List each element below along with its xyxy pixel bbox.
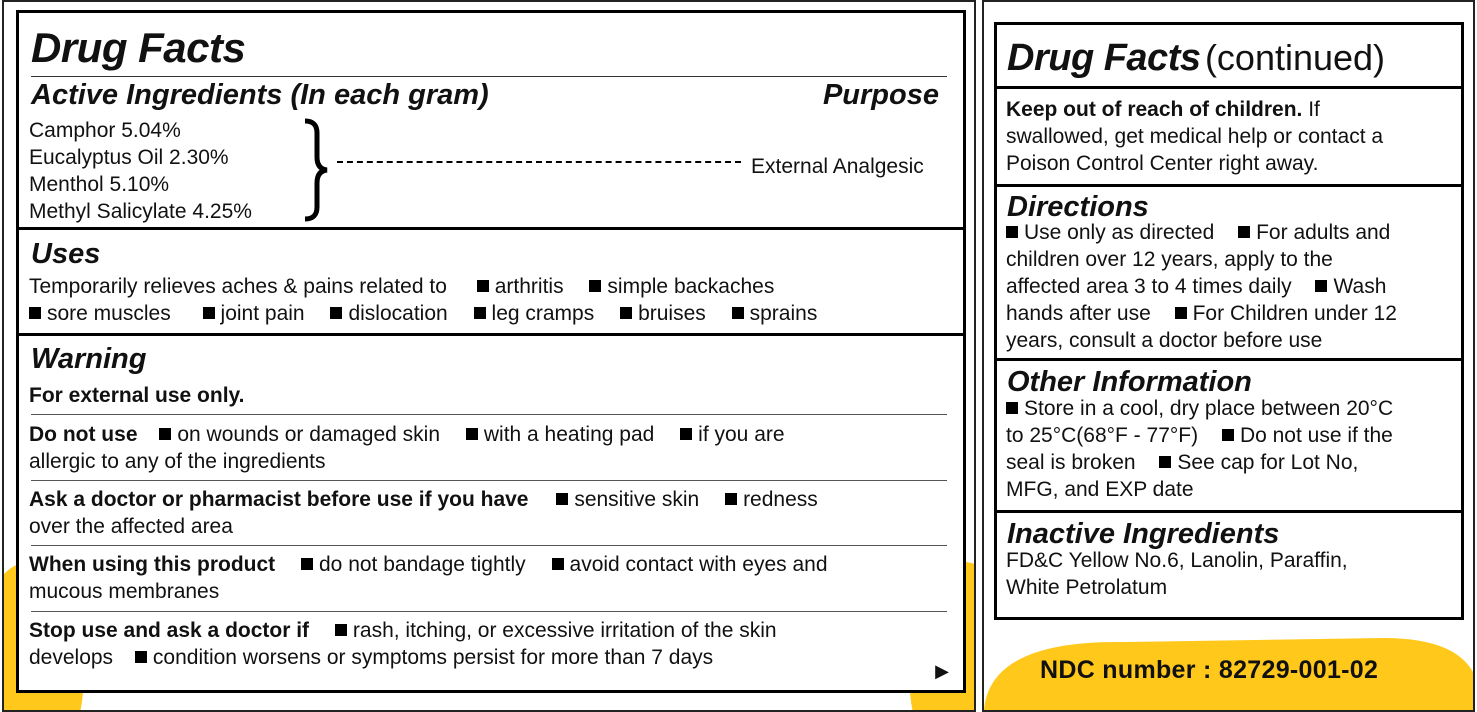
active-ingredients-section <box>19 13 963 230</box>
other-item: Do not use if the <box>1239 424 1393 447</box>
uses-intro: Temporarily relieves aches & pains related to <box>29 275 447 298</box>
active-ingredients-heading: Active Ingredients (In each gram) <box>31 79 489 111</box>
directions-item: Wash <box>1333 275 1387 298</box>
stop-use-line <box>29 617 777 644</box>
drug-facts-box <box>16 10 966 693</box>
ask-doctor-continuation: over the affected area <box>29 515 233 538</box>
when-using-label: When using this product <box>29 553 276 576</box>
right-label-panel <box>982 0 1475 712</box>
ask-doctor-label: Ask a doctor or pharmacist before use if you have <box>29 488 529 511</box>
bullet-square-icon <box>330 307 342 319</box>
uses-item: sprains <box>749 302 818 325</box>
keep-out-bold: Keep out of reach of children. <box>1006 98 1303 121</box>
directions-line: children over 12 years, apply to the <box>1006 248 1333 271</box>
ingredient-item: Methyl Salicylate 4.25% <box>29 200 252 223</box>
stop-use-label: Stop use and ask a doctor if <box>29 619 310 642</box>
do-not-use-line <box>29 421 785 448</box>
warning-section <box>19 336 963 690</box>
continued-title-suffix: (continued) <box>1204 37 1386 78</box>
divider <box>31 545 947 546</box>
do-not-use-continuation: allergic to any of the ingredients <box>29 450 326 473</box>
bullet-square-icon <box>1159 456 1171 468</box>
warning-item: on wounds or damaged skin <box>177 423 441 446</box>
other-item: to 25°C(68°F - 77°F) <box>1006 424 1199 447</box>
bullet-square-icon <box>203 307 215 319</box>
ndc-banner <box>984 632 1473 710</box>
bullet-square-icon <box>1315 280 1327 292</box>
inactive-line: White Petrolatum <box>1006 576 1168 599</box>
directions-item: For adults and <box>1256 221 1391 244</box>
bullet-square-icon <box>556 493 568 505</box>
inactive-ingredients-heading: Inactive Ingredients <box>1007 518 1280 550</box>
uses-section <box>19 230 963 336</box>
warning-item: if you are <box>698 423 785 446</box>
divider <box>31 611 947 612</box>
other-information-section <box>997 361 1461 513</box>
do-not-use-label: Do not use <box>29 423 138 446</box>
warning-item: avoid contact with eyes and <box>569 553 828 576</box>
bullet-square-icon <box>159 428 171 440</box>
bullet-square-icon <box>680 428 692 440</box>
ndc-number: NDC number : 82729-001-02 <box>1040 656 1379 684</box>
divider <box>31 76 947 77</box>
continued-title-section <box>997 25 1461 89</box>
ingredient-item: Eucalyptus Oil 2.30% <box>29 146 229 169</box>
other-line <box>1006 422 1393 449</box>
bullet-square-icon <box>552 558 564 570</box>
bullet-square-icon <box>474 307 486 319</box>
warning-item: with a heating pad <box>483 423 655 446</box>
other-line <box>1006 395 1393 422</box>
warning-item: rash, itching, or excessive irritation of the skin <box>352 619 777 642</box>
bullet-square-icon <box>589 280 601 292</box>
uses-item: arthritis <box>494 275 564 298</box>
warning-item: do not bandage tightly <box>319 553 526 576</box>
bullet-square-icon <box>1222 429 1234 441</box>
uses-item: sore muscles <box>47 302 171 325</box>
warning-item: sensitive skin <box>574 488 700 511</box>
uses-item: bruises <box>638 302 706 325</box>
uses-item: simple backaches <box>607 275 775 298</box>
bullet-square-icon <box>1006 226 1018 238</box>
ask-doctor-line <box>29 486 818 513</box>
uses-item: dislocation <box>348 302 448 325</box>
stop-use-line <box>29 644 713 671</box>
bullet-square-icon <box>477 280 489 292</box>
divider <box>31 414 947 415</box>
other-line: MFG, and EXP date <box>1006 478 1194 501</box>
divider <box>31 480 947 481</box>
left-label-panel <box>2 0 976 712</box>
purpose-heading: Purpose <box>822 79 939 111</box>
right-triangle-arrow-icon: ▶ <box>935 661 949 681</box>
bullet-square-icon <box>301 558 313 570</box>
bullet-square-icon <box>29 307 41 319</box>
keep-out-text: Poison Control Center right away. <box>1006 152 1319 175</box>
bullet-square-icon <box>335 624 347 636</box>
purpose-value: External Analgesic <box>751 155 924 178</box>
uses-item: leg cramps <box>491 302 595 325</box>
curly-brace-icon <box>301 117 331 223</box>
directions-item: hands after use <box>1006 302 1151 325</box>
bullet-square-icon <box>725 493 737 505</box>
uses-heading: Uses <box>31 238 101 270</box>
other-line <box>1006 449 1358 476</box>
ingredient-item: Camphor 5.04% <box>29 119 181 142</box>
other-item: Store in a cool, dry place between 20°C <box>1024 397 1394 420</box>
other-item: seal is broken <box>1006 451 1136 474</box>
dashed-leader <box>337 161 741 163</box>
when-using-line <box>29 551 828 578</box>
inactive-line: FD&C Yellow No.6, Lanolin, Paraffin, <box>1006 549 1348 572</box>
directions-heading: Directions <box>1007 191 1149 223</box>
directions-line <box>1006 273 1386 300</box>
directions-line <box>1006 219 1390 246</box>
drug-facts-continued-box <box>994 22 1464 620</box>
directions-item: affected area 3 to 4 times daily <box>1006 275 1292 298</box>
page-title: Drug Facts <box>31 24 246 71</box>
keep-out-text: swallowed, get medical help or contact a <box>1006 125 1384 148</box>
bullet-square-icon <box>620 307 632 319</box>
warning-heading: Warning <box>31 343 147 375</box>
continued-title <box>1007 39 1385 77</box>
warning-item: redness <box>743 488 818 511</box>
directions-item: Use only as directed <box>1024 221 1215 244</box>
bullet-square-icon <box>1006 402 1018 414</box>
other-information-heading: Other Information <box>1007 366 1252 398</box>
keep-out-text: If <box>1308 98 1320 121</box>
uses-line <box>29 300 817 327</box>
when-using-continuation: mucous membranes <box>29 580 220 603</box>
uses-line <box>29 273 774 300</box>
keep-out-section <box>997 89 1461 187</box>
directions-line <box>1006 300 1397 327</box>
directions-line: years, consult a doctor before use <box>1006 329 1323 352</box>
external-use-text: For external use only. <box>29 384 245 407</box>
uses-item: joint pain <box>220 302 305 325</box>
keep-out-line <box>1006 96 1320 123</box>
warning-item: develops <box>29 646 114 669</box>
bullet-square-icon <box>1238 226 1250 238</box>
warning-item: condition worsens or symptoms persist for more than 7 days <box>152 646 714 669</box>
directions-item: For Children under 12 <box>1192 302 1397 325</box>
inactive-ingredients-section <box>997 513 1461 617</box>
continued-title-main: Drug Facts <box>1007 37 1201 79</box>
bullet-square-icon <box>1175 307 1187 319</box>
bullet-square-icon <box>466 428 478 440</box>
directions-section <box>997 187 1461 361</box>
other-item: See cap for Lot No, <box>1177 451 1359 474</box>
bullet-square-icon <box>135 651 147 663</box>
bullet-square-icon <box>732 307 744 319</box>
ingredient-item: Menthol 5.10% <box>29 173 170 196</box>
